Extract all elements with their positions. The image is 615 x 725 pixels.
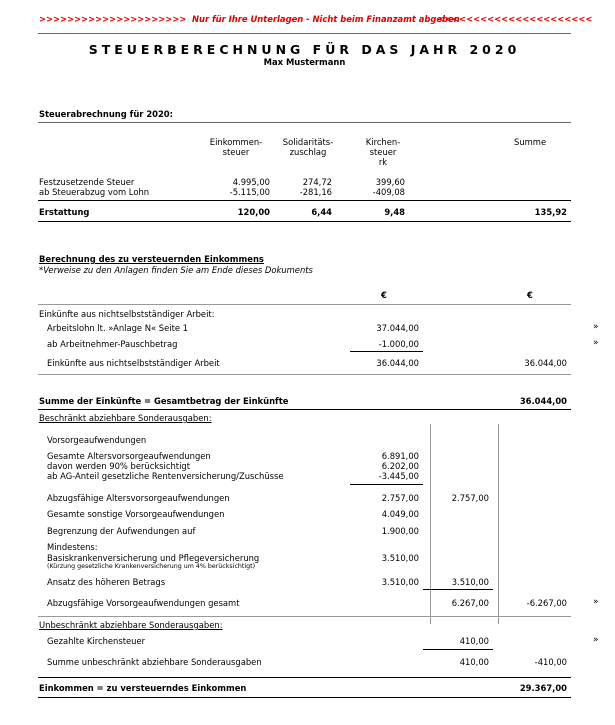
summe-einkuenfte-rule: [38, 409, 571, 410]
col-header-kirchensteuer: [355, 137, 411, 167]
ansatz-value: 3.510,00: [381, 577, 419, 587]
einkuenfte-total-value: 36.044,00: [376, 358, 419, 368]
summe-unbeschraenkt-value: 410,00: [459, 657, 489, 667]
arbeitslohn-reference-arrow[interactable]: »: [593, 322, 599, 332]
banner-notice: Nur für Ihre Unterlagen - Nicht beim Finanzamt abgeben: [192, 14, 460, 24]
erstattung-rule-bottom: [38, 221, 571, 222]
berechnung-heading: Berechnung des zu versteuernden Einkommens: [39, 254, 264, 264]
row-lohnsteuerabzug-soli: -281,16: [299, 187, 332, 197]
steuerabrechnung-rule: [38, 122, 571, 123]
summe-einkuenfte-value: 36.044,00: [519, 396, 567, 406]
page-title: STEUERBERECHNUNG FÜR DAS JAHR 2020: [88, 42, 521, 57]
sonstige-value: 4.049,00: [381, 509, 419, 519]
banner-right-arrows: <<<<<<<<<<<<<<<<<<<<<<: [438, 14, 593, 24]
column-separator: [498, 424, 499, 624]
banner-rule: [38, 33, 571, 34]
col-header-line: steuer: [222, 147, 250, 157]
summe-unbeschraenkt-label: Summe unbeschränkt abziehbare Sonderausgaben: [47, 657, 262, 667]
abzugsfaehig-alters-label: Abzugsfähige Altersvorsorgeaufwendungen: [47, 493, 230, 503]
erstattung-rule-top: [38, 200, 571, 201]
kirchensteuer-reference-arrow[interactable]: »: [593, 635, 599, 645]
col-header-einkommensteuer: [206, 137, 266, 157]
einkuenfte-rule: [38, 374, 571, 375]
alters-gesamt-label: Gesamte Altersvorsorgeaufwendungen: [47, 451, 211, 461]
vorsorge-section-rule: [38, 616, 571, 617]
currency-col-2: €: [527, 290, 533, 300]
unbeschraenkt-heading: Unbeschränkt abziehbare Sonderausgaben:: [39, 620, 223, 630]
kirchensteuer-value: 410,00: [459, 636, 489, 646]
row-erstattung-label: Erstattung: [39, 207, 90, 217]
section-rule: [38, 304, 571, 305]
einkommen-rule-bottom: [38, 697, 571, 698]
einkommen-value: 29.367,00: [519, 683, 567, 693]
taxpayer-name: Max Mustermann: [263, 57, 346, 67]
vorsorge-heading: Vorsorgeaufwendungen: [47, 435, 147, 445]
alters-90-label: davon werden 90% berücksichtigt: [47, 461, 191, 471]
vorsorge-gesamt-value2: 6.267,00: [451, 598, 489, 608]
vorsorge-reference-arrow[interactable]: »: [593, 597, 599, 607]
col-header-line: Einkommen-: [209, 137, 263, 147]
row-erstattung-summe: 135,92: [534, 207, 567, 217]
row-festzusetzende-est: 4.995,00: [232, 177, 270, 187]
vorsorge-gesamt-label: Abzugsfähige Vorsorgeaufwendungen gesamt: [47, 598, 240, 608]
col-header-line: Kirchen-: [365, 137, 401, 147]
row-lohnsteuerabzug-est: -5.115,00: [229, 187, 270, 197]
col-header-line: Solidaritäts-: [282, 137, 334, 147]
einkuenfte-heading: Einkünfte aus nichtselbstständiger Arbeit:: [39, 309, 215, 319]
abzugsfaehig-alters-value: 2.757,00: [381, 493, 419, 503]
basiskranken-value: 3.510,00: [381, 553, 419, 563]
col-header-line: rk: [378, 157, 388, 167]
pauschbetrag-label: ab Arbeitnehmer-Pauschbetrag: [47, 339, 178, 349]
subtotal-rule: [350, 351, 423, 352]
col-header-summe: Summe: [514, 137, 547, 147]
row-lohnsteuerabzug-kist: -409,08: [372, 187, 405, 197]
ansatz-label: Ansatz des höheren Betrags: [47, 577, 166, 587]
steuerabrechnung-heading: Steuerabrechnung für 2020:: [39, 109, 173, 119]
begrenzung-label: Begrenzung der Aufwendungen auf: [47, 526, 196, 536]
ag-anteil-value: -3.445,00: [378, 471, 419, 481]
row-festzusetzende-soli: 274,72: [302, 177, 332, 187]
vorsorge-gesamt-sum: -6.267,00: [526, 598, 567, 608]
beschraenkt-heading: Beschränkt abziehbare Sonderausgaben:: [39, 413, 212, 423]
ansatz-value2: 3.510,00: [451, 577, 489, 587]
summe-unbeschraenkt-sum: -410,00: [534, 657, 567, 667]
alters-subtotal-rule: [350, 484, 423, 485]
pauschbetrag-value: -1.000,00: [378, 339, 419, 349]
column-separator: [430, 424, 431, 624]
kirchensteuer-rule: [423, 649, 493, 650]
row-festzusetzende-label: Festzusetzende Steuer: [39, 177, 135, 187]
berechnung-note: *Verweise zu den Anlagen finden Sie am Ende dieses Dokuments: [39, 265, 313, 275]
col-header-line: zuschlag: [289, 147, 327, 157]
basiskranken-label: Basiskrankenversicherung und Pflegeversicherung: [47, 553, 260, 563]
banner-left-arrows: >>>>>>>>>>>>>>>>>>>>>: [39, 14, 187, 24]
begrenzung-value: 1.900,00: [381, 526, 419, 536]
kirchensteuer-label: Gezahlte Kirchensteuer: [47, 636, 146, 646]
row-festzusetzende-kist: 399,60: [375, 177, 405, 187]
einkuenfte-total-sum: 36.044,00: [524, 358, 567, 368]
currency-col-1: €: [381, 290, 387, 300]
row-erstattung-est: 120,00: [237, 207, 270, 217]
mindestens-label: Mindestens:: [47, 542, 98, 552]
abzugsfaehig-alters-value2: 2.757,00: [451, 493, 489, 503]
col-header-soli: [276, 137, 340, 157]
alters-gesamt-value: 6.891,00: [381, 451, 419, 461]
ag-anteil-label: ab AG-Anteil gesetzliche Rentenversicherung/Zuschüsse: [47, 471, 284, 481]
einkommen-label: Einkommen = zu versteuerndes Einkommen: [39, 683, 247, 693]
arbeitslohn-value: 37.044,00: [376, 323, 419, 333]
kuerzung-note: (Kürzung gesetzliche Krankenversicherung um 4% berücksichtigt): [47, 563, 256, 570]
einkuenfte-total-label: Einkünfte aus nichtselbstständiger Arbeit: [47, 358, 220, 368]
row-lohnsteuerabzug-label: ab Steuerabzug vom Lohn: [39, 187, 150, 197]
einkommen-rule-top: [38, 677, 571, 678]
sonstige-label: Gesamte sonstige Vorsorgeaufwendungen: [47, 509, 225, 519]
arbeitslohn-label: Arbeitslohn lt. »Anlage N« Seite 1: [47, 323, 189, 333]
summe-einkuenfte-label: Summe der Einkünfte = Gesamtbetrag der Einkünfte: [39, 396, 289, 406]
alters-90-value: 6.202,00: [381, 461, 419, 471]
ansatz-rule: [423, 589, 493, 590]
row-erstattung-soli: 6,44: [311, 207, 332, 217]
col-header-line: steuer: [369, 147, 397, 157]
row-erstattung-kist: 9,48: [384, 207, 405, 217]
pauschbetrag-reference-arrow[interactable]: »: [593, 338, 599, 348]
